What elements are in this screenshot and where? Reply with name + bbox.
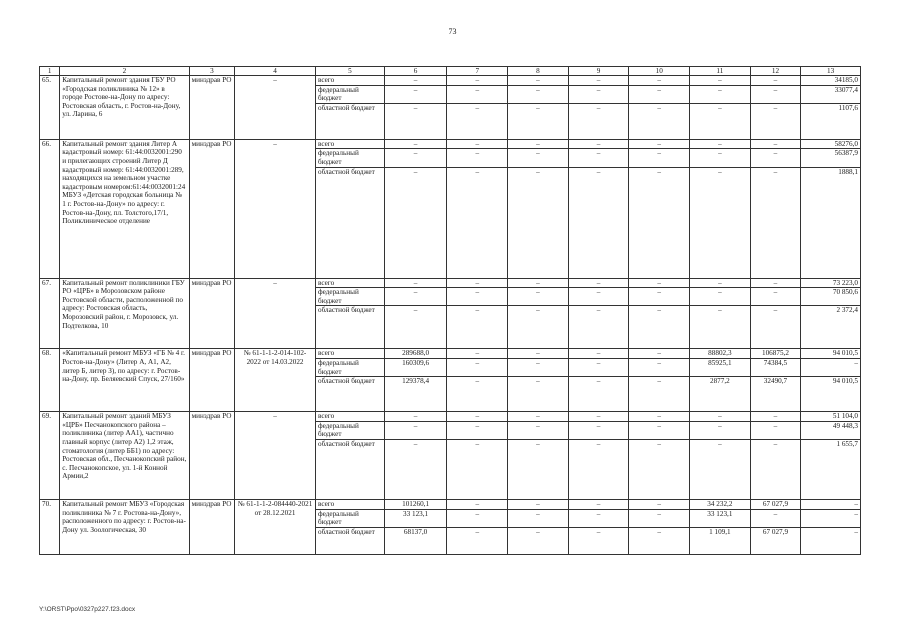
amount-cell: – bbox=[750, 288, 801, 306]
amount-cell: – bbox=[801, 358, 861, 376]
amount-cell: – bbox=[508, 139, 569, 149]
column-header: 12 bbox=[750, 67, 801, 76]
object-name: Капитальный ремонт здания Литер А кадастровый номер: 61:44:0032001:290 и прилегающих строений Литер Д кадастровый номер: 61:44:0032001:289, находящихся на земельном участке кадастровым номером:61:44:0032001:24 МБУЗ «Детская городская больница № 1 г. Ростов-на-Дону» по адресу: г. Ростов-на-Дону, пл. Толстого,17/1, Поликлиническое отделение bbox=[60, 139, 189, 278]
responsible-org: минздрав РО bbox=[189, 278, 234, 349]
amount-cell: – bbox=[629, 349, 690, 359]
amount-cell: – bbox=[801, 499, 861, 509]
amount-cell: – bbox=[508, 527, 569, 554]
amount-cell: – bbox=[629, 149, 690, 167]
column-header: 6 bbox=[384, 67, 447, 76]
funding-source: федеральный бюджет bbox=[315, 421, 384, 439]
funding-source: всего bbox=[315, 499, 384, 509]
amount-cell: – bbox=[629, 85, 690, 103]
column-header: 2 bbox=[60, 67, 189, 76]
amount-cell: – bbox=[690, 103, 751, 139]
amount-cell: 67 027,9 bbox=[750, 499, 801, 509]
amount-cell: – bbox=[629, 288, 690, 306]
amount-cell: – bbox=[508, 288, 569, 306]
funding-source: всего bbox=[315, 76, 384, 86]
funding-source: федеральный бюджет bbox=[315, 85, 384, 103]
amount-cell: 88802,3 bbox=[690, 349, 751, 359]
amount-cell: – bbox=[568, 288, 629, 306]
column-header: 7 bbox=[447, 67, 508, 76]
amount-cell: – bbox=[384, 306, 447, 349]
table-row bbox=[40, 412, 861, 422]
amount-cell: – bbox=[508, 103, 569, 139]
amount-cell: 2 372,4 bbox=[801, 306, 861, 349]
amount-cell: – bbox=[629, 527, 690, 554]
amount-cell: – bbox=[750, 149, 801, 167]
file-path-footer: Y:\ORST\Ppo\0327p227.f23.docx bbox=[39, 606, 136, 613]
amount-cell: – bbox=[568, 306, 629, 349]
column-header: 4 bbox=[235, 67, 316, 76]
column-header: 10 bbox=[629, 67, 690, 76]
amount-cell: – bbox=[447, 412, 508, 422]
amount-cell: – bbox=[568, 103, 629, 139]
amount-cell: – bbox=[568, 421, 629, 439]
funding-source: федеральный бюджет bbox=[315, 358, 384, 376]
object-name: Капитальный ремонт МБУЗ «Городская поликлиника № 7 г. Ростова-на-Дону», расположенного по адресу: г. Ростов-на-Дону ул. Зоологическая, 30 bbox=[60, 499, 189, 554]
amount-cell: – bbox=[568, 139, 629, 149]
amount-cell: 1 109,1 bbox=[690, 527, 751, 554]
amount-cell: 33077,4 bbox=[801, 85, 861, 103]
amount-cell: – bbox=[690, 278, 751, 288]
amount-cell: 33 123,1 bbox=[690, 509, 751, 527]
column-header: 8 bbox=[508, 67, 569, 76]
object-name: Капитальный ремонт зданий МБУЗ «ЦРБ» Песчанокопского района – поликлиника (литер АА1), частично главный корпус (литер А2) 1,2 этаж, стоматология (литер ББ1) по адресу: Ростовская обл., Песчанокопский район, с. Песчанокопское, ул. 1-й Конной Армии,2 bbox=[60, 412, 189, 500]
amount-cell: – bbox=[508, 358, 569, 376]
row-number: 65. bbox=[40, 76, 60, 140]
amount-cell: – bbox=[568, 439, 629, 499]
amount-cell: – bbox=[447, 288, 508, 306]
responsible-org: минздрав РО bbox=[189, 412, 234, 500]
amount-cell: – bbox=[447, 349, 508, 359]
funding-source: федеральный бюджет bbox=[315, 149, 384, 167]
amount-cell: – bbox=[447, 139, 508, 149]
amount-cell: – bbox=[629, 412, 690, 422]
column-header: 3 bbox=[189, 67, 234, 76]
amount-cell: – bbox=[508, 377, 569, 412]
amount-cell: 94 010,5 bbox=[801, 349, 861, 359]
row-number: 70. bbox=[40, 499, 60, 554]
amount-cell: 70 850,6 bbox=[801, 288, 861, 306]
funding-source: федеральный бюджет bbox=[315, 288, 384, 306]
amount-cell: – bbox=[629, 509, 690, 527]
amount-cell: – bbox=[568, 358, 629, 376]
funding-source: всего bbox=[315, 278, 384, 288]
column-header: 1 bbox=[40, 67, 60, 76]
amount-cell: – bbox=[568, 76, 629, 86]
amount-cell: 106875,2 bbox=[750, 349, 801, 359]
amount-cell: 32490,7 bbox=[750, 377, 801, 412]
amount-cell: – bbox=[447, 149, 508, 167]
amount-cell: – bbox=[750, 306, 801, 349]
amount-cell: – bbox=[447, 527, 508, 554]
object-name: Капитальный ремонт здания ГБУ РО «Городская поликлиника № 12» в городе Ростове-на-Дону по адресу: Ростовская область, г. Ростов-на-Дону, ул. Ларина, 6 bbox=[60, 76, 189, 140]
amount-cell: – bbox=[690, 306, 751, 349]
amount-cell: – bbox=[447, 421, 508, 439]
funding-source: областной бюджет bbox=[315, 167, 384, 278]
amount-cell: – bbox=[384, 288, 447, 306]
amount-cell: 49 448,3 bbox=[801, 421, 861, 439]
object-name: Капитальный ремонт поликлиники ГБУ РО «ЦРБ» в Морозовском районе Ростовской области, расположенной по адресу: Ростовская область, Морозовский район, г. Морозовск, ул. Подтелкова, 10 bbox=[60, 278, 189, 349]
amount-cell: – bbox=[690, 288, 751, 306]
amount-cell: – bbox=[568, 349, 629, 359]
amount-cell: – bbox=[690, 85, 751, 103]
amount-cell: – bbox=[629, 439, 690, 499]
table-row bbox=[40, 278, 861, 288]
amount-cell: – bbox=[568, 509, 629, 527]
amount-cell: – bbox=[750, 139, 801, 149]
table-row bbox=[40, 76, 861, 86]
funding-source: областной бюджет bbox=[315, 439, 384, 499]
amount-cell: 1888,1 bbox=[801, 167, 861, 278]
amount-cell: – bbox=[508, 509, 569, 527]
amount-cell: 34185,0 bbox=[801, 76, 861, 86]
amount-cell: – bbox=[629, 499, 690, 509]
amount-cell: 73 223,0 bbox=[801, 278, 861, 288]
amount-cell: – bbox=[508, 167, 569, 278]
amount-cell: – bbox=[508, 349, 569, 359]
amount-cell: – bbox=[568, 412, 629, 422]
amount-cell: – bbox=[384, 76, 447, 86]
funding-source: областной бюджет bbox=[315, 527, 384, 554]
amount-cell: – bbox=[508, 149, 569, 167]
amount-cell: 74384,5 bbox=[750, 358, 801, 376]
amount-cell: – bbox=[568, 85, 629, 103]
amount-cell: – bbox=[508, 306, 569, 349]
amount-cell: – bbox=[629, 377, 690, 412]
table-row bbox=[40, 349, 861, 359]
amount-cell: – bbox=[629, 306, 690, 349]
funding-source: всего bbox=[315, 139, 384, 149]
amount-cell: – bbox=[384, 139, 447, 149]
responsible-org: минздрав РО bbox=[189, 349, 234, 412]
column-header: 9 bbox=[568, 67, 629, 76]
amount-cell: – bbox=[750, 278, 801, 288]
amount-cell: – bbox=[447, 499, 508, 509]
amount-cell: 51 104,0 bbox=[801, 412, 861, 422]
amount-cell: – bbox=[384, 412, 447, 422]
table-row bbox=[40, 139, 861, 149]
amount-cell: 56387,9 bbox=[801, 149, 861, 167]
amount-cell: 68137,0 bbox=[384, 527, 447, 554]
header-row bbox=[40, 67, 861, 76]
amount-cell: – bbox=[384, 439, 447, 499]
funding-source: областной бюджет bbox=[315, 377, 384, 412]
amount-cell: – bbox=[568, 167, 629, 278]
amount-cell: – bbox=[629, 167, 690, 278]
column-header: 13 bbox=[801, 67, 861, 76]
amount-cell: – bbox=[690, 76, 751, 86]
amount-cell: – bbox=[690, 139, 751, 149]
amount-cell: 2877,2 bbox=[690, 377, 751, 412]
amount-cell: – bbox=[690, 167, 751, 278]
page-number: 73 bbox=[448, 27, 457, 36]
amount-cell: – bbox=[384, 103, 447, 139]
amount-cell: – bbox=[447, 509, 508, 527]
amount-cell: – bbox=[690, 412, 751, 422]
amount-cell: – bbox=[508, 76, 569, 86]
amount-cell: – bbox=[568, 149, 629, 167]
project-document: № 61-1-1-2-014-102-2022 от 14.03.2022 bbox=[235, 349, 316, 412]
amount-cell: – bbox=[384, 149, 447, 167]
row-number: 66. bbox=[40, 139, 60, 278]
funding-source: областной бюджет bbox=[315, 306, 384, 349]
amount-cell: – bbox=[508, 421, 569, 439]
amount-cell: – bbox=[508, 85, 569, 103]
amount-cell: – bbox=[629, 358, 690, 376]
amount-cell: – bbox=[801, 527, 861, 554]
amount-cell: – bbox=[629, 76, 690, 86]
amount-cell: – bbox=[447, 167, 508, 278]
row-number: 69. bbox=[40, 412, 60, 500]
amount-cell: – bbox=[750, 412, 801, 422]
amount-cell: – bbox=[447, 306, 508, 349]
amount-cell: – bbox=[750, 421, 801, 439]
amount-cell: – bbox=[750, 103, 801, 139]
row-number: 67. bbox=[40, 278, 60, 349]
amount-cell: – bbox=[447, 358, 508, 376]
amount-cell: – bbox=[750, 167, 801, 278]
amount-cell: 129378,4 bbox=[384, 377, 447, 412]
amount-cell: – bbox=[384, 85, 447, 103]
project-document: – bbox=[235, 412, 316, 500]
amount-cell: – bbox=[690, 439, 751, 499]
amount-cell: 94 010,5 bbox=[801, 377, 861, 412]
amount-cell: – bbox=[447, 85, 508, 103]
amount-cell: 101260,1 bbox=[384, 499, 447, 509]
amount-cell: – bbox=[629, 278, 690, 288]
amount-cell: – bbox=[447, 76, 508, 86]
amount-cell: – bbox=[568, 377, 629, 412]
amount-cell: – bbox=[384, 278, 447, 288]
amount-cell: – bbox=[384, 167, 447, 278]
amount-cell: 289688,0 bbox=[384, 349, 447, 359]
amount-cell: – bbox=[750, 439, 801, 499]
amount-cell: – bbox=[447, 103, 508, 139]
funding-source: всего bbox=[315, 349, 384, 359]
amount-cell: – bbox=[508, 439, 569, 499]
amount-cell: – bbox=[690, 149, 751, 167]
amount-cell: – bbox=[750, 76, 801, 86]
row-number: 68. bbox=[40, 349, 60, 412]
amount-cell: – bbox=[447, 278, 508, 288]
amount-cell: – bbox=[508, 499, 569, 509]
amount-cell: – bbox=[568, 278, 629, 288]
amount-cell: – bbox=[629, 103, 690, 139]
amount-cell: 58276,0 bbox=[801, 139, 861, 149]
amount-cell: – bbox=[508, 412, 569, 422]
amount-cell: – bbox=[750, 85, 801, 103]
amount-cell: 33 123,1 bbox=[384, 509, 447, 527]
amount-cell: – bbox=[447, 439, 508, 499]
table-row bbox=[40, 499, 861, 509]
amount-cell: – bbox=[629, 139, 690, 149]
amount-cell: 1107,6 bbox=[801, 103, 861, 139]
amount-cell: – bbox=[690, 421, 751, 439]
project-document: – bbox=[235, 76, 316, 140]
project-document: – bbox=[235, 139, 316, 278]
funding-source: федеральный бюджет bbox=[315, 509, 384, 527]
column-header: 11 bbox=[690, 67, 751, 76]
column-header: 5 bbox=[315, 67, 384, 76]
amount-cell: 67 027,9 bbox=[750, 527, 801, 554]
project-document: № 61-1-1-2-084440-2021 от 28.12.2021 bbox=[235, 499, 316, 554]
amount-cell: 1 655,7 bbox=[801, 439, 861, 499]
amount-cell: – bbox=[750, 509, 801, 527]
amount-cell: – bbox=[568, 499, 629, 509]
amount-cell: – bbox=[801, 509, 861, 527]
amount-cell: 160309,6 bbox=[384, 358, 447, 376]
responsible-org: минздрав РО bbox=[189, 499, 234, 554]
funding-source: областной бюджет bbox=[315, 103, 384, 139]
amount-cell: 34 232,2 bbox=[690, 499, 751, 509]
amount-cell: – bbox=[447, 377, 508, 412]
responsible-org: минздрав РО bbox=[189, 139, 234, 278]
funding-source: всего bbox=[315, 412, 384, 422]
amount-cell: – bbox=[384, 421, 447, 439]
amount-cell: – bbox=[629, 421, 690, 439]
amount-cell: 85925,1 bbox=[690, 358, 751, 376]
budget-table bbox=[39, 66, 861, 555]
amount-cell: – bbox=[568, 527, 629, 554]
responsible-org: минздрав РО bbox=[189, 76, 234, 140]
project-document: – bbox=[235, 278, 316, 349]
amount-cell: – bbox=[508, 278, 569, 288]
object-name: «Капитальный ремонт МБУЗ «ГБ № 4 г. Ростов-на-Дону» (Литер А, А1, А2, литер Б, литер З), по адресу: г. Ростов-на-Дону, пр. Беляевский Спуск, 27/160» bbox=[60, 349, 189, 412]
